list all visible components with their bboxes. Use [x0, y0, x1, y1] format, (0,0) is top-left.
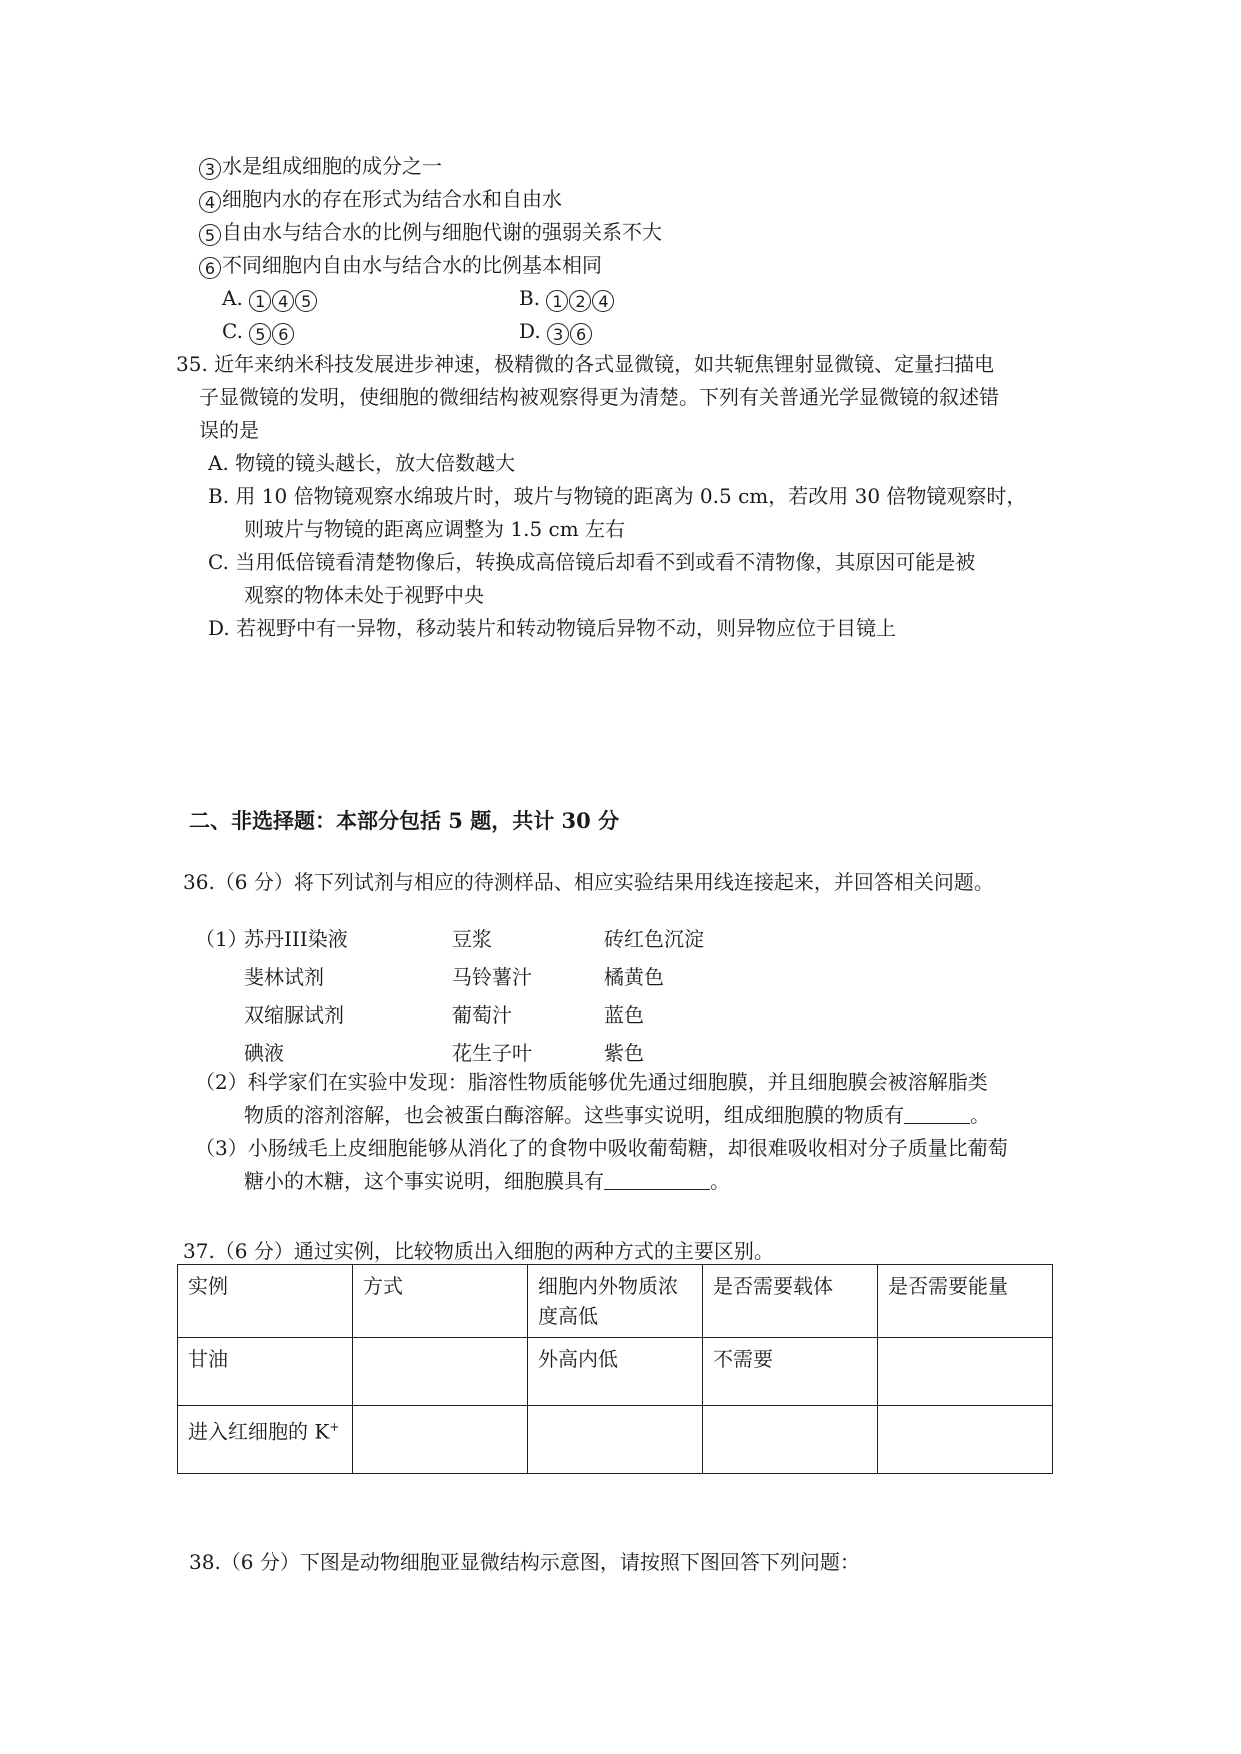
sample-item: 豆浆 [452, 927, 492, 951]
option-b: B. 1 2 4 [519, 284, 615, 312]
statement-4: 4 细胞内水的存在形式为结合水和自由水 [199, 185, 562, 213]
q37-intro: 37.（6 分）通过实例，比较物质出入细胞的两种方式的主要区别。 [183, 1239, 774, 1263]
table-cell[interactable] [528, 1406, 703, 1474]
table-header-cell: 方式 [353, 1265, 528, 1338]
statement-3: 3 水是组成细胞的成分之一 [199, 152, 442, 180]
answer-blank[interactable] [904, 1101, 970, 1124]
reagent-item: 斐林试剂 [244, 965, 324, 989]
q36-part3-line2: 糖小的木糖，这个事实说明，细胞膜具有 。 [244, 1169, 730, 1193]
statement-6: 6 不同细胞内自由水与结合水的比例基本相同 [199, 251, 602, 279]
table-header-cell: 是否需要载体 [703, 1265, 878, 1338]
sample-item: 马铃薯汁 [452, 965, 532, 989]
table-cell[interactable] [353, 1338, 528, 1406]
table-row [178, 1338, 1053, 1406]
q35-option-a: A. 物镜的镜头越长，放大倍数越大 [208, 451, 516, 475]
table-cell[interactable] [878, 1338, 1053, 1406]
result-item: 蓝色 [604, 1003, 644, 1027]
table-header-cell: 细胞内外物质浓度高低 [528, 1265, 703, 1338]
reagent-item: 苏丹III染液 [244, 927, 348, 951]
table-cell: 不需要 [703, 1338, 878, 1406]
sample-item: 花生子叶 [452, 1041, 532, 1065]
q36-part2-line2: 物质的溶剂溶解，也会被蛋白酶溶解。这些事实说明，组成细胞膜的物质有 。 [244, 1103, 990, 1127]
q36-part3-line1: （3）小肠绒毛上皮细胞能够从消化了的食物中吸收葡萄糖，却很难吸收相对分子质量比葡萄 [195, 1136, 1008, 1160]
table-cell[interactable] [703, 1406, 878, 1474]
circled-number: 4 [199, 191, 221, 213]
circled-number: 5 [199, 224, 221, 246]
circled-number: 3 [199, 158, 221, 180]
circled-number: 6 [199, 257, 221, 279]
q35-option-d: D. 若视野中有一异物，移动装片和转动物镜后异物不动，则异物应位于目镜上 [208, 616, 897, 640]
q35-line-1: 35. 近年来纳米科技发展进步神速，极精微的各式显微镜，如共轭焦锂射显微镜、定量扫描电 [176, 352, 995, 376]
table-cell: 进入红细胞的 K+ [178, 1406, 353, 1474]
sample-item: 葡萄汁 [452, 1003, 512, 1027]
q38-intro: 38.（6 分）下图是动物细胞亚显微结构示意图，请按照下图回答下列问题： [189, 1550, 860, 1574]
table-row [178, 1406, 1053, 1474]
table-cell: 外高内低 [528, 1338, 703, 1406]
q35-option-c: C. 当用低倍镜看清楚物像后，转换成高倍镜后却看不到或看不清物像，其原因可能是被 [208, 550, 976, 574]
option-a: A. 1 4 5 [222, 284, 318, 312]
q35-option-c-cont: 观察的物体未处于视野中央 [244, 583, 484, 607]
result-item: 砖红色沉淀 [604, 927, 704, 951]
table-cell: 甘油 [178, 1338, 353, 1406]
q36-part1-label: （1） [195, 927, 248, 951]
statement-5: 5 自由水与结合水的比例与细胞代谢的强弱关系不大 [199, 218, 662, 246]
table-header-row [178, 1265, 1053, 1338]
table-header-cell: 是否需要能量 [878, 1265, 1053, 1338]
result-item: 橘黄色 [604, 965, 664, 989]
q36-intro: 36.（6 分）将下列试剂与相应的待测样品、相应实验结果用线连接起来，并回答相关问题。 [183, 870, 994, 894]
comparison-table [177, 1264, 1053, 1474]
q35-option-b-cont: 则玻片与物镜的距离应调整为 1.5 cm 左右 [244, 517, 626, 541]
table-header-cell: 实例 [178, 1265, 353, 1338]
q35-line-2: 子显微镜的发明，使细胞的微细结构被观察得更为清楚。下列有关普通光学显微镜的叙述错 [199, 385, 999, 409]
q35-option-b: B. 用 10 倍物镜观察水绵玻片时，玻片与物镜的距离为 0.5 cm，若改用 30 倍物镜观察时， [208, 484, 1027, 508]
reagent-item: 碘液 [244, 1041, 284, 1065]
reagent-item: 双缩脲试剂 [244, 1003, 344, 1027]
q35-line-3: 误的是 [199, 418, 259, 442]
table-cell[interactable] [353, 1406, 528, 1474]
result-item: 紫色 [604, 1041, 644, 1065]
option-c: C. 5 6 [222, 317, 295, 345]
option-d: D. 3 6 [519, 317, 593, 345]
section-heading: 二、非选择题：本部分包括 5 题，共计 30 分 [189, 808, 620, 833]
answer-blank[interactable] [604, 1167, 710, 1190]
table-cell[interactable] [878, 1406, 1053, 1474]
q36-part2-line1: （2）科学家们在实验中发现：脂溶性物质能够优先通过细胞膜，并且细胞膜会被溶解脂类 [195, 1070, 988, 1094]
